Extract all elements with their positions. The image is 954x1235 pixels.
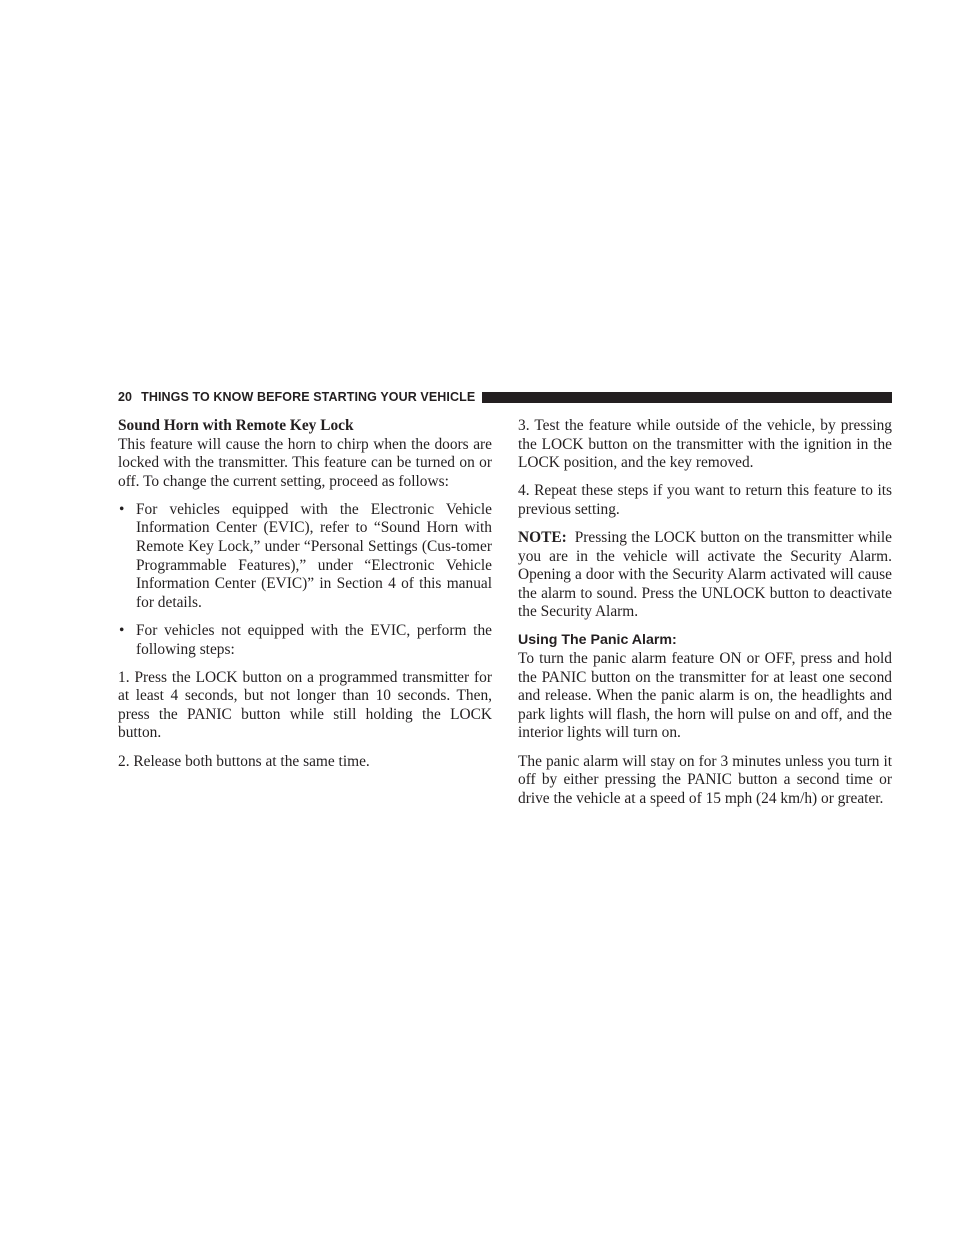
note-text: Pressing the LOCK button on the transmitter while you are in the vehicle will activate the Security Alarm. Opening a door with the Security Alarm activated will cause the alarm to sound. Press the UNLOCK button to deactivate the Security Alarm. bbox=[518, 528, 892, 621]
left-column bbox=[118, 417, 492, 781]
step-3: 3. Test the feature while outside of the vehicle, by pressing the LOCK button on the transmitter with the ignition in the LOCK position, and the key removed. bbox=[518, 417, 892, 472]
note-paragraph bbox=[518, 529, 892, 622]
heading-sound-horn: Sound Horn with Remote Key Lock bbox=[118, 417, 354, 434]
bullet-icon: • bbox=[119, 621, 125, 639]
note-label: NOTE: bbox=[518, 528, 567, 546]
panic-duration-paragraph: The panic alarm will stay on for 3 minutes unless you turn it off by either pressing the PANIC button a second time or drive the vehicle at a speed of 15 mph (24 km/h) or greater. bbox=[518, 752, 892, 807]
section-title: THINGS TO KNOW BEFORE STARTING YOUR VEHICLE bbox=[141, 390, 476, 404]
bullet-icon: • bbox=[119, 500, 125, 518]
page-header bbox=[118, 389, 892, 405]
heading-panic-alarm: Using The Panic Alarm: bbox=[518, 632, 677, 649]
bullet-text: For vehicles equipped with the Electronic Vehicle Information Center (EVIC), refer to “Sound Horn with Remote Key Lock,” under “Personal Settings (Cus-tomer Programmable Features),” under “Electronic Vehicle Information Center (EVIC)” in Section 4 of this manual for details. bbox=[136, 500, 492, 611]
panic-intro-paragraph: To turn the panic alarm feature ON or OFF, press and hold the PANIC button on the transmitter for at least one second and release. When the panic alarm is on, the headlights and park lights will flash, the horn will pulse on and off, and the interior lights will turn on. bbox=[518, 650, 892, 742]
step-2: 2. Release both buttons at the same time. bbox=[118, 752, 370, 770]
step-1: 1. Press the LOCK button on a programmed transmitter for at least 4 seconds, but not longer than 10 seconds. Then, press the PANIC button while still holding the LOCK button. bbox=[118, 668, 492, 742]
step-4: 4. Repeat these steps if you want to return this feature to its previous setting. bbox=[518, 482, 892, 518]
list-item bbox=[118, 622, 492, 659]
page-number: 20 bbox=[118, 390, 133, 404]
header-rule bbox=[482, 392, 892, 403]
list-item bbox=[118, 501, 492, 613]
bullet-list bbox=[118, 501, 492, 659]
intro-paragraph: This feature will cause the horn to chirp when the doors are locked with the transmitter. This feature can be turned on or off. To change the current setting, proceed as follows: bbox=[118, 435, 492, 490]
right-column bbox=[518, 417, 892, 818]
bullet-text: For vehicles not equipped with the EVIC, perform the following steps: bbox=[136, 621, 492, 658]
